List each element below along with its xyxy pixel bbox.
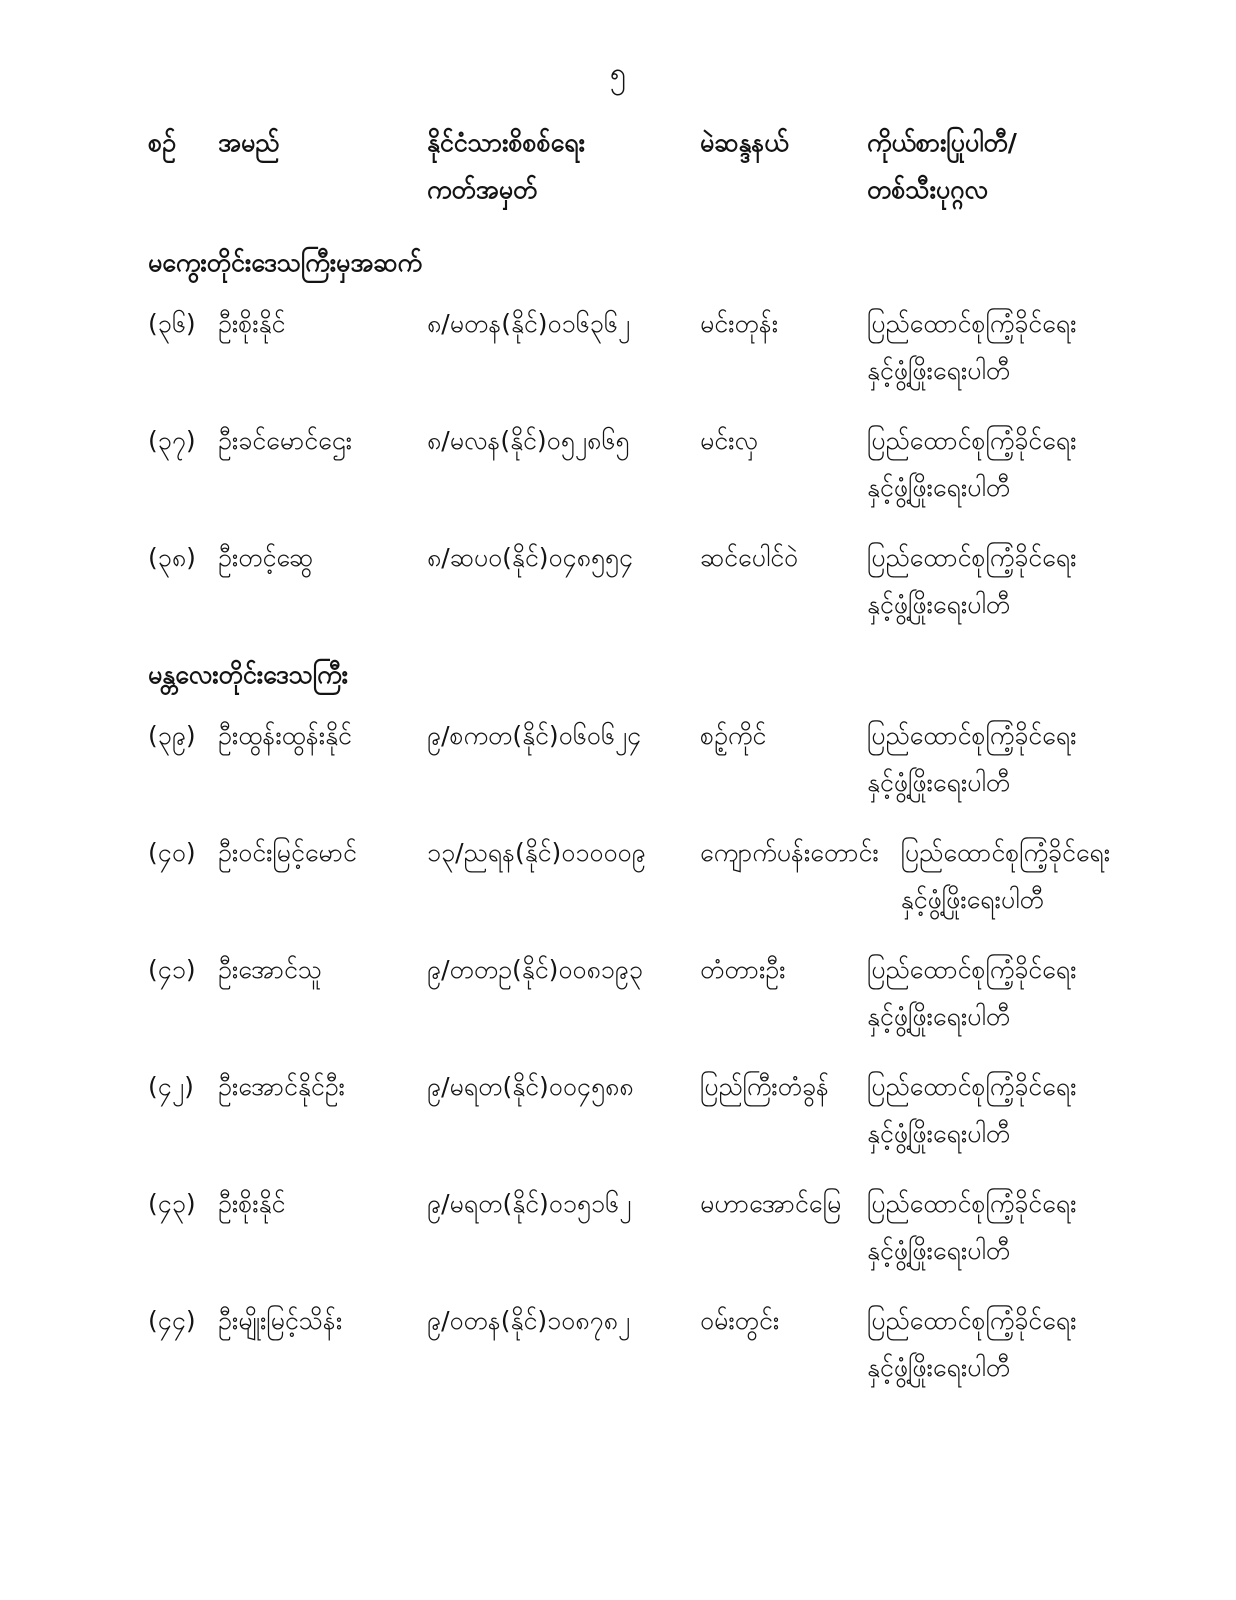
serial-cell: (၄၂) [148,1072,194,1101]
table-row [148,829,1196,923]
table-header-row [148,119,1196,213]
party-cell [867,712,1196,806]
name-cell: ဦးစိုးနိုင် [218,309,286,338]
table-row [148,712,1196,806]
party-line-1: ပြည်ထောင်စုကြံ့ခိုင်ရေး [867,721,1077,750]
serial-cell: (၃၈) [148,543,196,572]
serial-cell: (၃၇) [148,426,196,455]
nrc-cell: ၈/မလန(နိုင်)၀၅၂၈၆၅ [427,426,630,455]
section-title-mandalay: မန္တလေးတိုင်းဒေသကြီး [148,660,348,689]
header-name: အမည် [218,128,280,157]
table-row [148,417,1196,511]
constituency-cell: တံတားဦး [700,955,786,984]
name-cell: ဦးတင့်ဆွေ [218,543,314,572]
table-row [148,1297,1196,1391]
party-cell [867,417,1196,511]
table-row [148,946,1196,1040]
party-line-1: ပြည်ထောင်စုကြံ့ခိုင်ရေး [867,309,1077,338]
serial-cell: (၄၀) [148,838,196,867]
party-line-2: နှင့်ဖွံ့ဖြိုးရေးပါတီ [867,473,1011,502]
party-line-1: ပြည်ထောင်စုကြံ့ခိုင်ရေး [900,838,1111,867]
party-cell [867,946,1196,1040]
party-cell [867,1180,1196,1274]
constituency-cell: ပြည်ကြီးတံခွန် [700,1072,829,1101]
table-row [148,1180,1196,1274]
nrc-cell: ၈/ဆပဝ(နိုင်)၀၄၈၅၅၄ [427,543,634,572]
party-line-1: ပြည်ထောင်စုကြံ့ခိုင်ရေး [867,426,1077,455]
header-party: ကိုယ်စားပြုပါတီ/ တစ်သီးပုဂ္ဂလ [867,128,1017,204]
party-line-2: နှင့်ဖွံ့ဖြိုးရေးပါတီ [867,1353,1011,1382]
constituency-cell: မဟာအောင်မြေ [700,1189,842,1218]
table-row [148,534,1196,628]
name-cell: ဦးစိုးနိုင် [218,1189,286,1218]
name-cell: ဦးအောင်သူ [218,955,323,984]
party-cell [867,534,1196,628]
name-cell: ဦးဝင်းမြင့်မောင် [218,838,357,867]
header-nrc: နိုင်ငံသားစိစစ်ရေး ကတ်အမှတ် [427,128,585,204]
nrc-cell: ၉/ဝတန(နိုင်)၁၀၈၇၈၂ [427,1306,631,1335]
nrc-cell: ၁၃/ညရန(နိုင်)၀၁၀၀၀၉ [427,838,646,867]
table-row [148,300,1196,394]
page-content [0,97,1236,1391]
header-constituency: မဲဆန္ဒနယ် [700,128,789,157]
nrc-cell: ၉/စကတ(နိုင်)၀၆၀၆၂၄ [427,721,642,750]
party-cell [867,1297,1196,1391]
serial-cell: (၃၉) [148,721,196,750]
constituency-cell: မင်းလှ [700,426,758,455]
name-cell: ဦးအောင်နိုင်ဦး [218,1072,345,1101]
header-serial: စဉ် [148,128,176,157]
party-line-2: နှင့်ဖွံ့ဖြိုးရေးပါတီ [867,768,1011,797]
serial-cell: (၄၃) [148,1189,196,1218]
constituency-cell: မင်းတုန်း [700,309,779,338]
constituency-cell: ကျောက်ပန်းတောင်း [700,838,879,867]
section-title-magway: မကွေးတိုင်းဒေသကြီးမှအဆက် [148,248,422,277]
party-line-2: နှင့်ဖွံ့ဖြိုးရေးပါတီ [867,1119,1011,1148]
name-cell: ဦးခင်မောင်ဌေး [218,426,352,455]
name-cell: ဦးထွန်းထွန်းနိုင် [218,721,352,750]
party-line-1: ပြည်ထောင်စုကြံ့ခိုင်ရေး [867,955,1077,984]
party-line-2: နှင့်ဖွံ့ဖြိုးရေးပါတီ [867,590,1011,619]
party-cell [867,300,1196,394]
serial-cell: (၄၄) [148,1306,196,1335]
party-line-1: ပြည်ထောင်စုကြံ့ခိုင်ရေး [867,1306,1077,1335]
nrc-cell: ၉/တတဥ(နိုင်)၀၀၈၁၉၃ [427,955,643,984]
party-line-2: နှင့်ဖွံ့ဖြိုးရေးပါတီ [900,885,1044,914]
nrc-cell: ၉/မရတ(နိုင်)၀၁၅၁၆၂ [427,1189,632,1218]
party-line-1: ပြည်ထောင်စုကြံ့ခိုင်ရေး [867,1072,1077,1101]
party-line-2: နှင့်ဖွံ့ဖြိုးရေးပါတီ [867,1236,1011,1265]
constituency-cell: ဆင်ပေါင်ဝဲ [700,543,799,572]
party-line-1: ပြည်ထောင်စုကြံ့ခိုင်ရေး [867,543,1077,572]
page-number: ၅ [609,56,627,90]
party-cell [867,1063,1196,1157]
serial-cell: (၄၁) [148,955,196,984]
serial-cell: (၃၆) [148,309,196,338]
nrc-cell: ၈/မတန(နိုင်)၀၁၆၃၆၂ [427,309,631,338]
constituency-cell: စဉ့်ကိုင် [700,721,767,750]
constituency-cell: ဝမ်းတွင်း [700,1306,780,1335]
party-line-2: နှင့်ဖွံ့ဖြိုးရေးပါတီ [867,356,1011,385]
table-row [148,1063,1196,1157]
party-line-2: နှင့်ဖွံ့ဖြိုးရေးပါတီ [867,1002,1011,1031]
nrc-cell: ၉/မရတ(နိုင်)၀၀၄၅၈၈ [427,1072,634,1101]
party-cell [901,829,1196,923]
name-cell: ဦးမျိုးမြင့်သိန်း [218,1306,343,1335]
party-line-1: ပြည်ထောင်စုကြံ့ခိုင်ရေး [867,1189,1077,1218]
